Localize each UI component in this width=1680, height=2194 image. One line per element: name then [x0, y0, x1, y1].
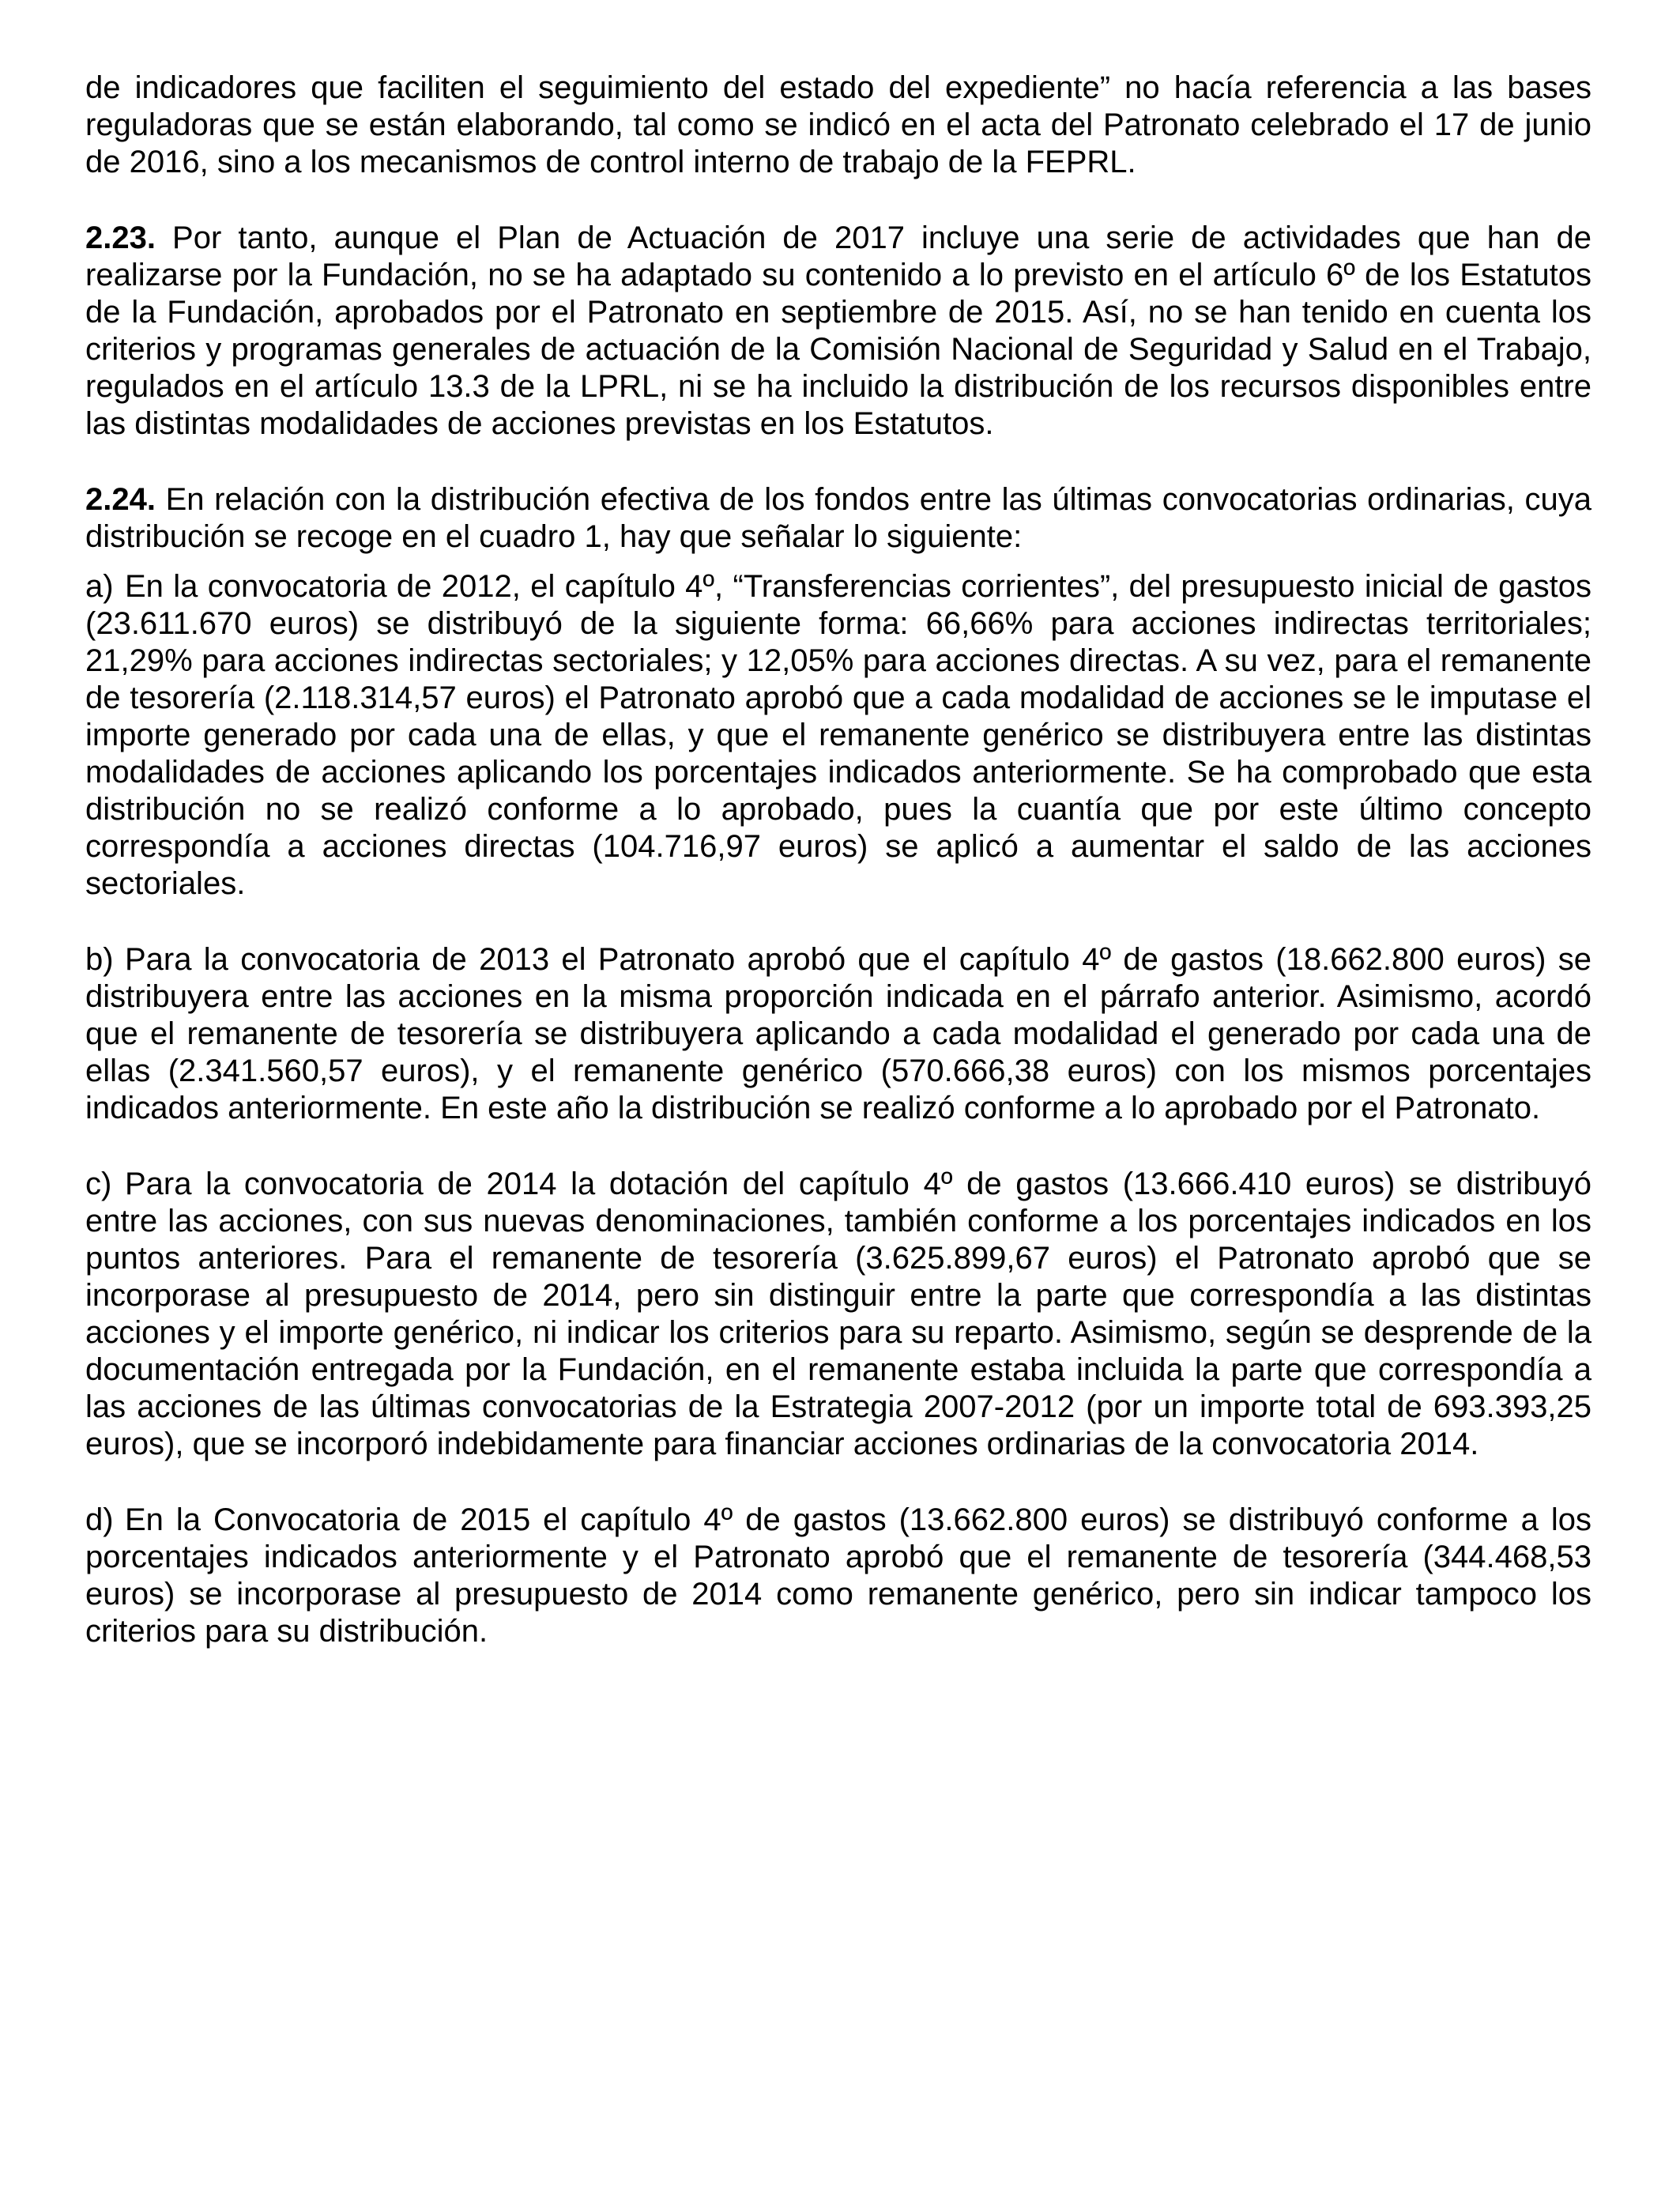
document-page	[85, 70, 1591, 1650]
paragraph-2-23	[85, 220, 1591, 443]
list-item-c-text: Para la convocatoria de 2014 la dotación del capítulo 4º de gastos (13.666.410 euros) se distribuyó entre las acciones, con sus nuevas denominaciones, también conforme a los porcentajes indicados en los puntos anteriores. Para el remanente de tesorería (3.625.899,67 euros) el Patronato aprobó que se incorporase al presupuesto de 2014, pero sin distinguir entre la parte que correspondía a las distintas acciones y el importe genérico, ni indicar los criterios para su reparto. Asimismo, según se desprende de la documentación entregada por la Fundación, en el remanente estaba incluida la parte que correspondía a las acciones de las últimas convocatorias de la Estrategia 2007-2012 (por un importe total de 693.393,25 euros), que se incorporó indebidamente para financiar acciones ordinarias de la convocatoria 2014.	[85, 1167, 1591, 1461]
list-item-b-text: Para la convocatoria de 2013 el Patronato aprobó que el capítulo 4º de gastos (18.662.800 euros) se distribuyera entre las acciones en la misma proporción indicada en el párrafo anterior. Asimismo, acordó que el remanente de tesorería se distribuyera aplicando a cada modalidad el generado por cada una de ellas (2.341.560,57 euros), y el remanente genérico (570.666,38 euros) con los mismos porcentajes indicados anteriormente. En este año la distribución se realizó conforme a lo aprobado por el Patronato.	[85, 942, 1591, 1125]
list-item-a	[85, 568, 1591, 903]
paragraph-2-24	[85, 481, 1591, 556]
list-item-d-letter: d)	[85, 1502, 114, 1537]
list-item-d-text: En la Convocatoria de 2015 el capítulo 4º de gastos (13.662.800 euros) se distribuyó conforme a los porcentajes indicados anteriormente y el Patronato aprobó que el remanente de tesorería (344.468,53 euros) se incorporase al presupuesto de 2014 como remanente genérico, pero sin indicar tampoco los criterios para su distribución.	[85, 1502, 1591, 1649]
list-item-b	[85, 941, 1591, 1127]
paragraph-2-23-text: Por tanto, aunque el Plan de Actuación de 2017 incluye una serie de actividades que han de realizarse por la Fundación, no se ha adaptado su contenido a lo previsto en el artículo 6º de los Estatutos de la Fundación, aprobados por el Patronato en septiembre de 2015. Así, no se han tenido en cuenta los criterios y programas generales de actuación de la Comisión Nacional de Seguridad y Salud en el Trabajo, regulados en el artículo 13.3 de la LPRL, ni se ha incluido la distribución de los recursos disponibles entre las distintas modalidades de acciones previstas en los Estatutos.	[85, 221, 1591, 441]
paragraph-intro-text: de indicadores que faciliten el seguimiento del estado del expediente” no hacía referencia a las bases reguladoras que se están elaborando, tal como se indicó en el acta del Patronato celebrado el 17 de junio de 2016, sino a los mecanismos de control interno de trabajo de la FEPRL.	[85, 70, 1591, 179]
list-item-b-letter: b)	[85, 942, 114, 977]
list-item-c	[85, 1166, 1591, 1463]
list-item-a-text: En la convocatoria de 2012, el capítulo 4º, “Transferencias corrientes”, del presupuesto inicial de gastos (23.611.670 euros) se distribuyó de la siguiente forma: 66,66% para acciones indirectas territoriales; 21,29% para acciones indirectas sectoriales; y 12,05% para acciones directas. A su vez, para el remanente de tesorería (2.118.314,57 euros) el Patronato aprobó que a cada modalidad de acciones se le imputase el importe generado por cada una de ellas, y que el remanente genérico se distribuyera entre las distintas modalidades de acciones aplicando los porcentajes indicados anteriormente. Se ha comprobado que esta distribución no se realizó conforme a lo aprobado, pues la cuantía que por este último concepto correspondía a acciones directas (104.716,97 euros) se aplicó a aumentar el saldo de las acciones sectoriales.	[85, 569, 1591, 901]
paragraph-2-24-text: En relación con la distribución efectiva de los fondos entre las últimas convocatorias ordinarias, cuya distribución se recoge en el cuadro 1, hay que señalar lo siguiente:	[85, 482, 1591, 554]
paragraph-2-24-number: 2.24.	[85, 482, 156, 517]
paragraph-intro	[85, 70, 1591, 181]
list-item-a-letter: a)	[85, 569, 114, 604]
list-item-c-letter: c)	[85, 1167, 112, 1201]
list-item-d	[85, 1502, 1591, 1650]
paragraph-2-23-number: 2.23.	[85, 221, 156, 255]
